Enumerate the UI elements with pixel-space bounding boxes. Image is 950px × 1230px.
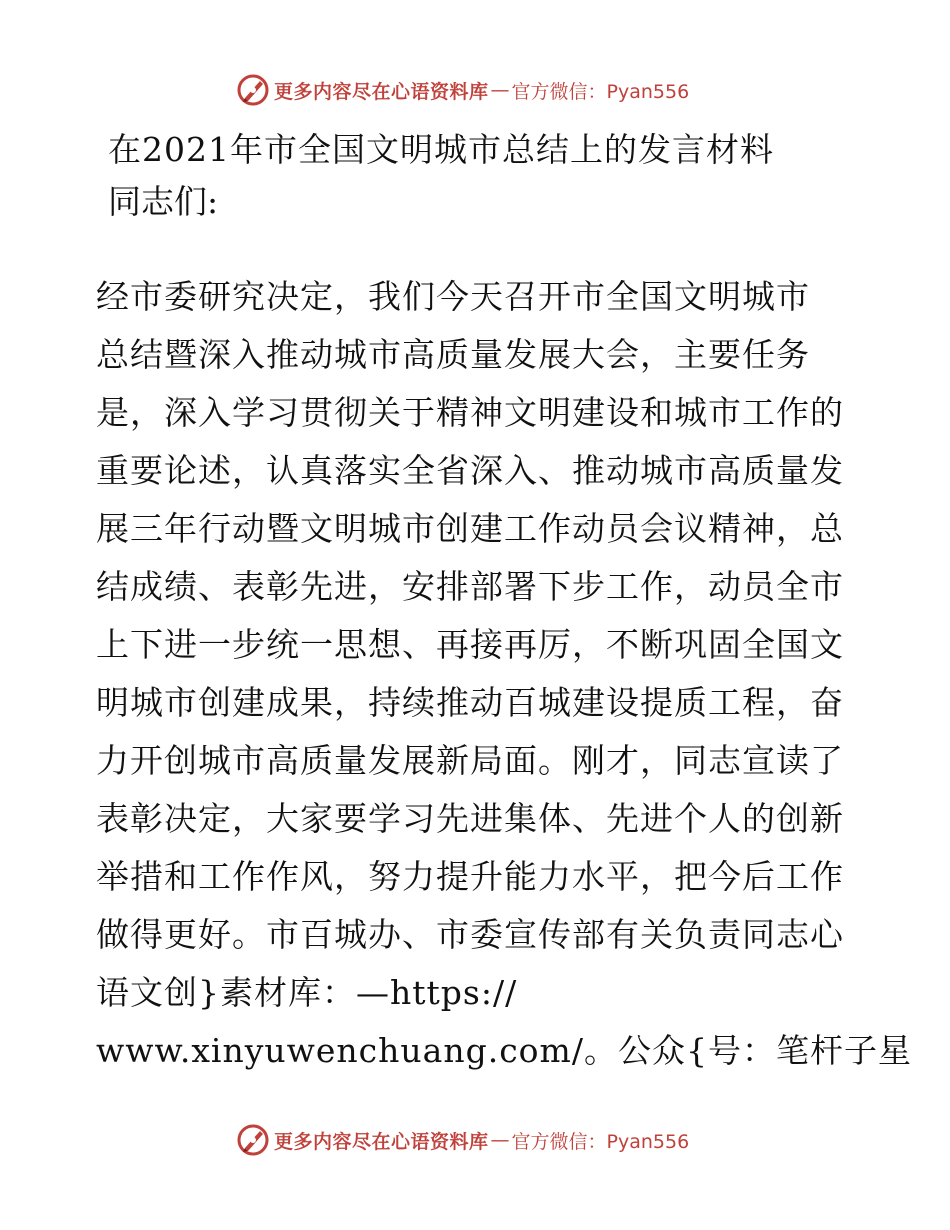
body-line: www.xinyuwenchuang.com/。公众{号：笔杆子星 <box>96 1031 912 1070</box>
banner-contact: 官方微信：Pyan556 <box>511 80 690 103</box>
body-line: 总结暨深入推动城市高质量发展大会，主要任务 <box>96 335 810 374</box>
body-line: 重要论述，认真落实全省深入、推动城市高质量发 <box>96 451 844 490</box>
body-line: 力开创城市高质量发展新局面。刚才，同志宣读了 <box>96 741 844 780</box>
banner-text: 更多内容尽在心语资料库 <box>274 80 489 103</box>
header-banner <box>236 70 689 110</box>
body-line: 语文创}素材库：—https:// <box>96 973 518 1012</box>
body-line: 结成绩、表彰先进，安排部署下步工作，动员全市 <box>96 567 844 606</box>
body-line: 举措和工作作风，努力提升能力水平，把今后工作 <box>96 857 844 896</box>
salutation: 同志们: <box>108 182 219 221</box>
banner-contact: 官方微信：Pyan556 <box>511 1130 690 1153</box>
body-text <box>96 268 912 1080</box>
body-line: 明城市创建成果，持续推动百城建设提质工程，奋 <box>96 683 844 722</box>
document-title: 在2021年市全国文明城市总结上的发言材料 <box>108 130 774 169</box>
footer-banner <box>236 1120 689 1160</box>
pen-logo-icon <box>236 73 270 107</box>
body-line: 展三年行动暨文明城市创建工作动员会议精神，总 <box>96 509 844 548</box>
banner-text: 更多内容尽在心语资料库 <box>274 1130 489 1153</box>
body-line: 做得更好。市百城办、市委宣传部有关负责同志心 <box>96 915 844 954</box>
body-line: 上下进一步统一思想、再接再厉，不断巩固全国文 <box>96 625 844 664</box>
body-line: 是，深入学习贯彻关于精神文明建设和城市工作的 <box>96 393 844 432</box>
body-line: 经市委研究决定，我们今天召开市全国文明城市 <box>96 277 810 316</box>
banner-separator: — <box>490 79 510 101</box>
body-line: 表彰决定，大家要学习先进集体、先进个人的创新 <box>96 799 844 838</box>
pen-logo-icon <box>236 1123 270 1157</box>
banner-separator: — <box>490 1129 510 1151</box>
